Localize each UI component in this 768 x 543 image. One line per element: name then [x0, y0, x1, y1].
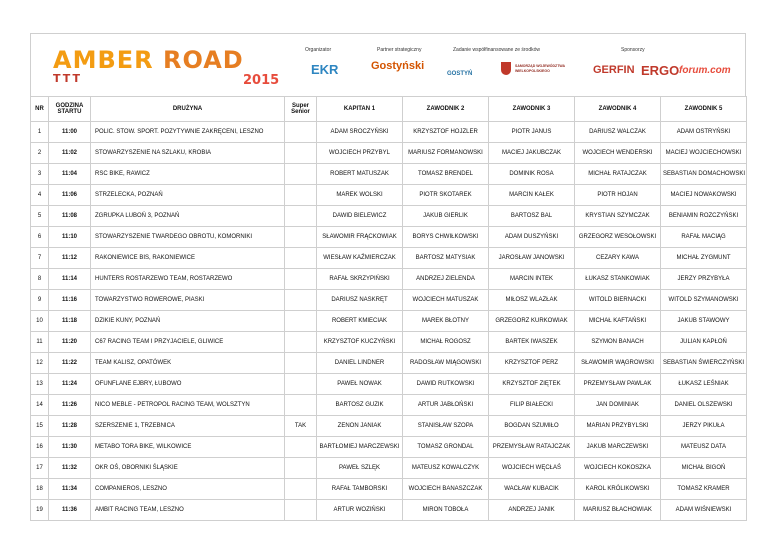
start-time-cell: 11:02	[49, 143, 91, 164]
rider-5-cell: MACIEJ WOJCIECHOWSKI	[661, 143, 747, 164]
start-time-cell: 11:32	[49, 458, 91, 479]
rider-5-cell: RAFAŁ MACIĄG	[661, 227, 747, 248]
rider-2-cell: PIOTR SKOTAREK	[403, 185, 489, 206]
nr-cell: 19	[31, 500, 49, 521]
super-senior-cell	[285, 479, 317, 500]
rider-3-cell: BARTEK IWASZEK	[489, 332, 575, 353]
rider-5-cell: JAKUB STAWOWY	[661, 311, 747, 332]
rider-2-cell: DAWID RUTKOWSKI	[403, 374, 489, 395]
super-senior-cell	[285, 458, 317, 479]
rider-5-cell: BENIAMIN ROZCZYŃSKI	[661, 206, 747, 227]
rider-4-header: ZAWODNIK 4	[575, 97, 661, 122]
rider-5-cell: WITOLD SZYMANOWSKI	[661, 290, 747, 311]
rider-2-cell: MATEUSZ KOWALCZYK	[403, 458, 489, 479]
rider-2-cell: ARTUR JABŁOŃSKI	[403, 395, 489, 416]
rider-4-cell: DARIUSZ WALCZAK	[575, 122, 661, 143]
nr-cell: 11	[31, 332, 49, 353]
powiat-gostynski-logo: Gostyński	[371, 60, 425, 72]
rider-2-cell: RADOSŁAW MIĄGOWSKI	[403, 353, 489, 374]
captain-cell: DARIUSZ NASKRĘT	[317, 290, 403, 311]
rider-3-header: ZAWODNIK 3	[489, 97, 575, 122]
start-time-cell: 11:34	[49, 479, 91, 500]
team-cell: STOWARZYSZENIE NA SZLAKU, KROBIA	[91, 143, 285, 164]
captain-cell: MAREK WOLSKI	[317, 185, 403, 206]
rider-3-cell: WACŁAW KUBACIK	[489, 479, 575, 500]
captain-cell: BARTOSZ GUZIK	[317, 395, 403, 416]
nr-cell: 13	[31, 374, 49, 395]
start-time-cell: 11:24	[49, 374, 91, 395]
rider-4-cell: GRZEGORZ WESOŁOWSKI	[575, 227, 661, 248]
rider-2-header: ZAWODNIK 2	[403, 97, 489, 122]
rider-4-cell: SŁAWOMIR WĄGROWSKI	[575, 353, 661, 374]
table-row	[31, 122, 747, 143]
nr-cell: 15	[31, 416, 49, 437]
nr-cell: 2	[31, 143, 49, 164]
table-row	[31, 206, 747, 227]
captain-cell: DANIEL LINDNER	[317, 353, 403, 374]
amber-road-logo	[53, 46, 293, 90]
table-row	[31, 437, 747, 458]
team-cell: OKR OŚ, OBORNIKI ŚLĄSKIE	[91, 458, 285, 479]
team-cell: AMBIT RACING TEAM, LESZNO	[91, 500, 285, 521]
table-row	[31, 227, 747, 248]
captain-cell: RAFAŁ SKRZYPIŃSKI	[317, 269, 403, 290]
team-cell: STRZELECKA, POZNAŃ	[91, 185, 285, 206]
start-time-cell: 11:26	[49, 395, 91, 416]
rider-5-cell: TOMASZ KRAMER	[661, 479, 747, 500]
captain-cell: BARTŁOMIEJ MARCZEWSKI	[317, 437, 403, 458]
team-cell: NICO MEBLE - PETROPOL RACING TEAM, WOLSZTYN	[91, 395, 285, 416]
captain-cell: PAWEŁ NOWAK	[317, 374, 403, 395]
captain-cell: WOJCIECH PRZYBYL	[317, 143, 403, 164]
logo-year: 2015	[243, 73, 280, 88]
rider-3-cell: KRZYSZTOF PERZ	[489, 353, 575, 374]
super-senior-cell	[285, 185, 317, 206]
super-senior-cell	[285, 311, 317, 332]
super-senior-cell	[285, 395, 317, 416]
ergo-logo: ERGO	[641, 63, 680, 78]
rider-5-cell: DANIEL OLSZEWSKI	[661, 395, 747, 416]
captain-cell: KRZYSZTOF KUCZYŃSKI	[317, 332, 403, 353]
nr-cell: 5	[31, 206, 49, 227]
table-row	[31, 311, 747, 332]
super-senior-cell	[285, 290, 317, 311]
team-cell: TEAM KALISZ, OPATÓWEK	[91, 353, 285, 374]
table-row	[31, 164, 747, 185]
table-row	[31, 185, 747, 206]
rider-5-cell: ADAM WIŚNIEWSKI	[661, 500, 747, 521]
super-senior-cell	[285, 269, 317, 290]
rider-3-cell: ANDRZEJ JANIK	[489, 500, 575, 521]
logo-ttt: TTT	[53, 72, 83, 85]
table-row	[31, 500, 747, 521]
rider-4-cell: KRYSTIAN SZYMCZAK	[575, 206, 661, 227]
super-senior-cell	[285, 437, 317, 458]
rider-4-cell: MICHAŁ RATAJCZAK	[575, 164, 661, 185]
nr-cell: 12	[31, 353, 49, 374]
strategic-partner-label: Partner strategiczny	[377, 47, 422, 53]
rider-3-cell: PRZEMYSŁAW RATAJCZAK	[489, 437, 575, 458]
rider-2-cell: KRZYSZTOF HOJZLER	[403, 122, 489, 143]
super-senior-cell	[285, 143, 317, 164]
rider-5-cell: MATEUSZ DATA	[661, 437, 747, 458]
rider-4-cell: MARIAN PRZYBYLSKI	[575, 416, 661, 437]
rider-4-cell: WOJCIECH WENDERSKI	[575, 143, 661, 164]
captain-cell: ZENON JANIAK	[317, 416, 403, 437]
nr-header: NR	[31, 97, 49, 122]
start-list-table	[30, 96, 747, 521]
team-cell: DZIKIE KUNY, POZNAŃ	[91, 311, 285, 332]
rider-4-cell: JAN DOMINIAK	[575, 395, 661, 416]
rider-3-cell: FILIP BIAŁECKI	[489, 395, 575, 416]
table-row	[31, 374, 747, 395]
rider-5-cell: ADAM OSTRYŃSKI	[661, 122, 747, 143]
table-header-row	[31, 97, 747, 122]
table-row	[31, 248, 747, 269]
nr-cell: 8	[31, 269, 49, 290]
rider-2-cell: STANISŁAW SZOPA	[403, 416, 489, 437]
rider-5-cell: SEBASTIAN DOMACHOWSKI	[661, 164, 747, 185]
table-row	[31, 269, 747, 290]
nr-cell: 10	[31, 311, 49, 332]
rider-4-cell: WOJCIECH KOKOSZKA	[575, 458, 661, 479]
super-senior-cell	[285, 227, 317, 248]
team-cell: METABO TORA BIKE, WILKOWICE	[91, 437, 285, 458]
team-cell: C67 RACING TEAM I PRZYJACIELE, GLIWICE	[91, 332, 285, 353]
rider-5-cell: ŁUKASZ LEŚNIAK	[661, 374, 747, 395]
team-cell: ZGRUPKA LUBOŃ 3, POZNAŃ	[91, 206, 285, 227]
rider-3-cell: DOMINIK ROSA	[489, 164, 575, 185]
rider-3-cell: PIOTR JANUS	[489, 122, 575, 143]
rider-3-cell: BOGDAN SZUMIŁO	[489, 416, 575, 437]
rider-3-cell: KRZYSZTOF ZIĘTEK	[489, 374, 575, 395]
start-time-cell: 11:10	[49, 227, 91, 248]
rider-2-cell: ANDRZEJ ZIELENDA	[403, 269, 489, 290]
nr-cell: 4	[31, 185, 49, 206]
start-time-cell: 11:20	[49, 332, 91, 353]
table-row	[31, 143, 747, 164]
nr-cell: 18	[31, 479, 49, 500]
table-row	[31, 395, 747, 416]
rider-3-cell: WOJCIECH WĘCŁAŚ	[489, 458, 575, 479]
start-time-header: GODZINA STARTU	[49, 97, 91, 122]
captain-cell: ARTUR WOZIŃSKI	[317, 500, 403, 521]
start-time-cell: 11:14	[49, 269, 91, 290]
table-row	[31, 290, 747, 311]
forum-logo: forum.com	[679, 65, 731, 76]
captain-cell: ROBERT MATUSZAK	[317, 164, 403, 185]
ekr-logo: EKR	[311, 62, 339, 77]
rider-4-cell: CEZARY KAWA	[575, 248, 661, 269]
logo-wordmark: AMBER ROAD	[53, 46, 244, 74]
table-row	[31, 353, 747, 374]
rider-2-cell: BARTOSZ MATYSIAK	[403, 248, 489, 269]
rider-4-cell: SZYMON BANACH	[575, 332, 661, 353]
table-row	[31, 416, 747, 437]
rider-3-cell: ADAM DUSZYŃSKI	[489, 227, 575, 248]
gerfin-logo: GERFIN	[593, 64, 635, 76]
sponsors-label: Sponsorzy	[621, 47, 645, 53]
team-cell: HUNTERS ROSTARZEWO TEAM, ROSTARZEWO	[91, 269, 285, 290]
rider-2-cell: TOMASZ GRONDAL	[403, 437, 489, 458]
captain-cell: DAWID BIELEWICZ	[317, 206, 403, 227]
captain-header: KAPITAN 1	[317, 97, 403, 122]
team-cell: SZERSZENIE 1, TRZEBNICA	[91, 416, 285, 437]
nr-cell: 16	[31, 437, 49, 458]
rider-5-cell: MICHAŁ BIGOŃ	[661, 458, 747, 479]
team-cell: RSC BIKE, RAWICZ	[91, 164, 285, 185]
rider-5-cell: MACIEJ NOWAKOWSKI	[661, 185, 747, 206]
rider-5-header: ZAWODNIK 5	[661, 97, 747, 122]
rider-3-cell: MACIEJ JAKUBCZAK	[489, 143, 575, 164]
super-senior-header: Super Senior	[285, 97, 317, 122]
team-cell: RAKONIEWICE BIS, RAKONIEWICE	[91, 248, 285, 269]
super-senior-cell	[285, 374, 317, 395]
rider-4-cell: ŁUKASZ STANKOWIAK	[575, 269, 661, 290]
table-row	[31, 479, 747, 500]
start-time-cell: 11:04	[49, 164, 91, 185]
rider-5-cell: JERZY PIKUŁA	[661, 416, 747, 437]
rider-2-cell: MIRON TOBOŁA	[403, 500, 489, 521]
cofinance-label: Zadanie współfinansowane ze środków	[453, 47, 540, 53]
team-cell: COMPANIEROS, LESZNO	[91, 479, 285, 500]
rider-5-cell: MICHAŁ ZYGMUNT	[661, 248, 747, 269]
coat-of-arms-icon	[501, 62, 511, 75]
rider-3-cell: MARCIN INTEK	[489, 269, 575, 290]
gostyn-logo: GOSTYŃ	[447, 71, 473, 77]
start-time-cell: 11:18	[49, 311, 91, 332]
captain-cell: WIESŁAW KAŹMIERCZAK	[317, 248, 403, 269]
rider-2-cell: TOMASZ BRENDEL	[403, 164, 489, 185]
start-time-cell: 11:36	[49, 500, 91, 521]
start-time-cell: 11:28	[49, 416, 91, 437]
captain-cell: SŁAWOMIR FRĄCKOWIAK	[317, 227, 403, 248]
super-senior-cell	[285, 500, 317, 521]
super-senior-cell	[285, 332, 317, 353]
captain-cell: ADAM SROCZYŃSKI	[317, 122, 403, 143]
organizer-label: Organizator	[305, 47, 332, 53]
rider-4-cell: PRZEMYSŁAW PAWLAK	[575, 374, 661, 395]
rider-4-cell: MARIUSZ BŁACHOWIAK	[575, 500, 661, 521]
header-banner	[30, 33, 746, 96]
nr-cell: 7	[31, 248, 49, 269]
table-row	[31, 332, 747, 353]
start-time-cell: 11:00	[49, 122, 91, 143]
start-time-cell: 11:30	[49, 437, 91, 458]
start-list-sheet	[30, 33, 746, 521]
nr-cell: 6	[31, 227, 49, 248]
rider-2-cell: MICHAŁ ROGOSZ	[403, 332, 489, 353]
nr-cell: 14	[31, 395, 49, 416]
team-cell: TOWARZYSTWO ROWEROWE, PIASKI	[91, 290, 285, 311]
rider-2-cell: WOJCIECH BANASZCZAK	[403, 479, 489, 500]
rider-2-cell: BORYS CHWIŁKOWSKI	[403, 227, 489, 248]
rider-2-cell: WOJCIECH MATUSZAK	[403, 290, 489, 311]
rider-4-cell: WITOLD BIERNACKI	[575, 290, 661, 311]
nr-cell: 9	[31, 290, 49, 311]
rider-3-cell: BARTOSZ BAL	[489, 206, 575, 227]
rider-5-cell: JERZY PRZYBYŁA	[661, 269, 747, 290]
captain-cell: RAFAŁ TAMBORSKI	[317, 479, 403, 500]
start-time-cell: 11:16	[49, 290, 91, 311]
rider-2-cell: MARIUSZ FORMANOWSKI	[403, 143, 489, 164]
rider-4-cell: MICHAŁ KAFTAŃSKI	[575, 311, 661, 332]
start-time-cell: 11:08	[49, 206, 91, 227]
rider-3-cell: MARCIN KAŁEK	[489, 185, 575, 206]
start-time-cell: 11:06	[49, 185, 91, 206]
team-cell: OFUNFLANE EJBRY, ŁUBOWO	[91, 374, 285, 395]
nr-cell: 3	[31, 164, 49, 185]
super-senior-cell: TAK	[285, 416, 317, 437]
nr-cell: 1	[31, 122, 49, 143]
rider-3-cell: GRZEGORZ KURKOWIAK	[489, 311, 575, 332]
rider-5-cell: JULIAN KAPŁOŃ	[661, 332, 747, 353]
super-senior-cell	[285, 122, 317, 143]
rider-2-cell: JAKUB GIERLIK	[403, 206, 489, 227]
rider-3-cell: JAROSŁAW JANOWSKI	[489, 248, 575, 269]
team-cell: STOWARZYSZENIE TWARDEGO OBROTU, KOMORNIKI	[91, 227, 285, 248]
nr-cell: 17	[31, 458, 49, 479]
team-header: DRUŻYNA	[91, 97, 285, 122]
captain-cell: ROBERT KMIECIAK	[317, 311, 403, 332]
super-senior-cell	[285, 353, 317, 374]
rider-4-cell: KAROL KRÓLIKOWSKI	[575, 479, 661, 500]
super-senior-cell	[285, 206, 317, 227]
captain-cell: PAWEŁ SZLĘK	[317, 458, 403, 479]
table-row	[31, 458, 747, 479]
start-time-cell: 11:12	[49, 248, 91, 269]
samorzad-logo: SAMORZĄD WOJEWÓDZTWA WIELKOPOLSKIEGO	[515, 64, 565, 73]
super-senior-cell	[285, 248, 317, 269]
team-cell: POLIC. STOW. SPORT. POZYTYWNIE ZAKRĘCENI, LESZNO	[91, 122, 285, 143]
rider-4-cell: PIOTR HOJAN	[575, 185, 661, 206]
rider-3-cell: MIŁOSZ WLAZŁAK	[489, 290, 575, 311]
super-senior-cell	[285, 164, 317, 185]
table-body	[31, 122, 747, 521]
start-time-cell: 11:22	[49, 353, 91, 374]
rider-5-cell: SEBASTIAN ŚWIERCZYŃSKI	[661, 353, 747, 374]
rider-4-cell: JAKUB MARCZEWSKI	[575, 437, 661, 458]
rider-2-cell: MAREK BŁOTNY	[403, 311, 489, 332]
